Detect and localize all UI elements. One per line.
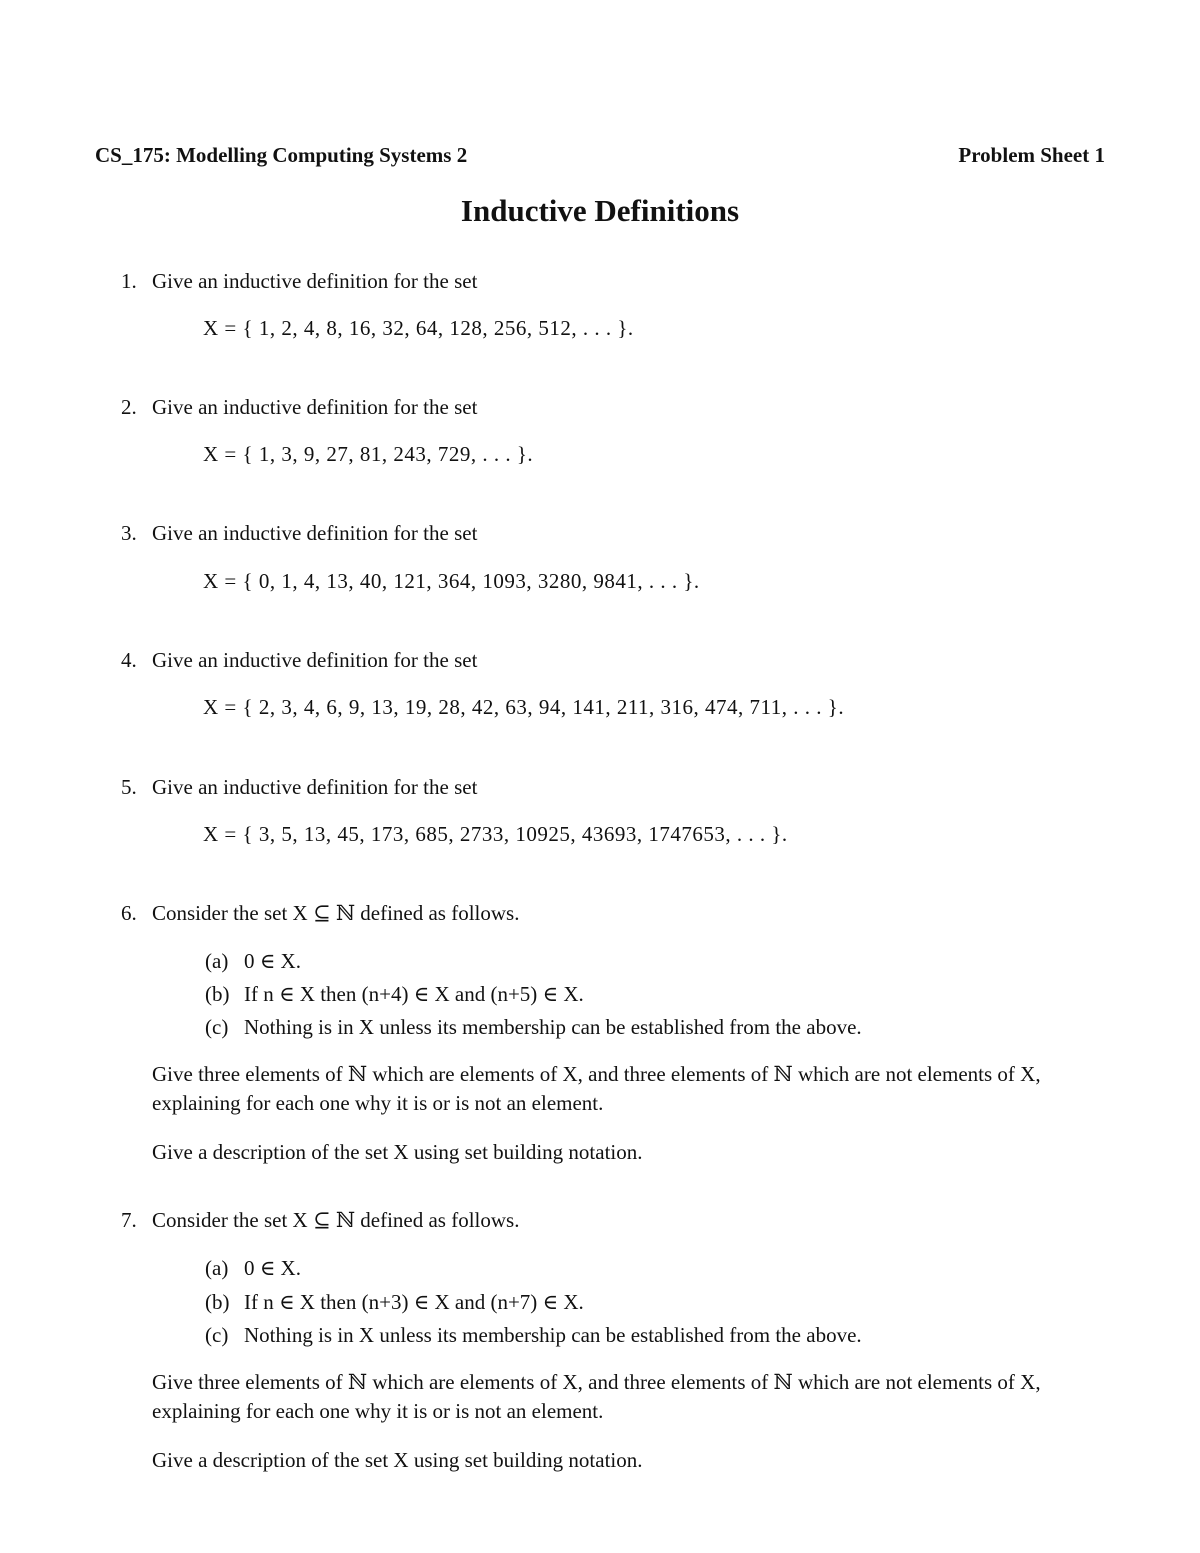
problem-6-rule-c: Nothing is in X unless its membership can be established from the above. [244, 1015, 862, 1039]
problem-4-set: X = { 2, 3, 4, 6, 9, 13, 19, 28, 42, 63, 94, 141, 211, 316, 474, 711, . . . }. [203, 695, 845, 719]
problem-6-rule-b: If n ∈ X then (n+4) ∈ X and (n+5) ∈ X. [244, 982, 584, 1006]
course-title: CS_175: Modelling Computing Systems 2 [95, 143, 468, 167]
problem-2-number: 2. [121, 395, 137, 419]
problem-3-number: 3. [121, 521, 137, 545]
problem-6-rule-a: 0 ∈ X. [244, 949, 301, 973]
problem-6-number: 6. [121, 901, 137, 925]
problem-6-prompt: Consider the set X ⊆ ℕ defined as follows. [152, 901, 520, 925]
problem-6-task-1: Give three elements of ℕ which are elements of X, and three elements of ℕ which are not elements of X, explaining for each one why it is or is not an element. [152, 1062, 1041, 1115]
problem-6-rule-a-label: (a) [205, 949, 229, 973]
problem-4-prompt: Give an inductive definition for the set [152, 648, 478, 672]
problem-6-rule-b-label: (b) [205, 982, 230, 1006]
problem-7-prompt: Consider the set X ⊆ ℕ defined as follows. [152, 1208, 520, 1232]
problem-2-prompt: Give an inductive definition for the set [152, 395, 478, 419]
problem-5-prompt: Give an inductive definition for the set [152, 775, 478, 799]
problem-6-rule-c-label: (c) [205, 1015, 229, 1039]
problem-6-task-2: Give a description of the set X using set building notation. [152, 1140, 643, 1164]
page-header [95, 143, 1105, 173]
problem-7-number: 7. [121, 1208, 137, 1232]
problem-7-rule-b: If n ∈ X then (n+3) ∈ X and (n+7) ∈ X. [244, 1290, 584, 1314]
problem-1-set: X = { 1, 2, 4, 8, 16, 32, 64, 128, 256, 512, . . . }. [203, 316, 634, 340]
problem-3-prompt: Give an inductive definition for the set [152, 521, 478, 545]
sheet-label: Problem Sheet 1 [958, 143, 1105, 167]
problem-7-task-2: Give a description of the set X using set building notation. [152, 1448, 643, 1472]
problem-7-task-1: Give three elements of ℕ which are elements of X, and three elements of ℕ which are not elements of X, explaining for each one why it is or is not an element. [152, 1370, 1041, 1423]
problem-1-prompt: Give an inductive definition for the set [152, 269, 478, 293]
page-title: Inductive Definitions [460, 193, 740, 228]
problem-7-rule-a: 0 ∈ X. [244, 1256, 301, 1280]
problem-2-set: X = { 1, 3, 9, 27, 81, 243, 729, . . . }. [203, 442, 534, 466]
problem-5-set: X = { 3, 5, 13, 45, 173, 685, 2733, 10925, 43693, 1747653, . . . }. [203, 822, 788, 846]
problem-7-rule-c: Nothing is in X unless its membership can be established from the above. [244, 1323, 862, 1347]
problem-7-rule-a-label: (a) [205, 1256, 229, 1280]
problem-7-rule-b-label: (b) [205, 1290, 230, 1314]
problem-3-set: X = { 0, 1, 4, 13, 40, 121, 364, 1093, 3280, 9841, . . . }. [203, 569, 700, 593]
problem-4-number: 4. [121, 648, 137, 672]
problem-5-number: 5. [121, 775, 137, 799]
problem-7-rule-c-label: (c) [205, 1323, 229, 1347]
problem-1-number: 1. [121, 269, 137, 293]
